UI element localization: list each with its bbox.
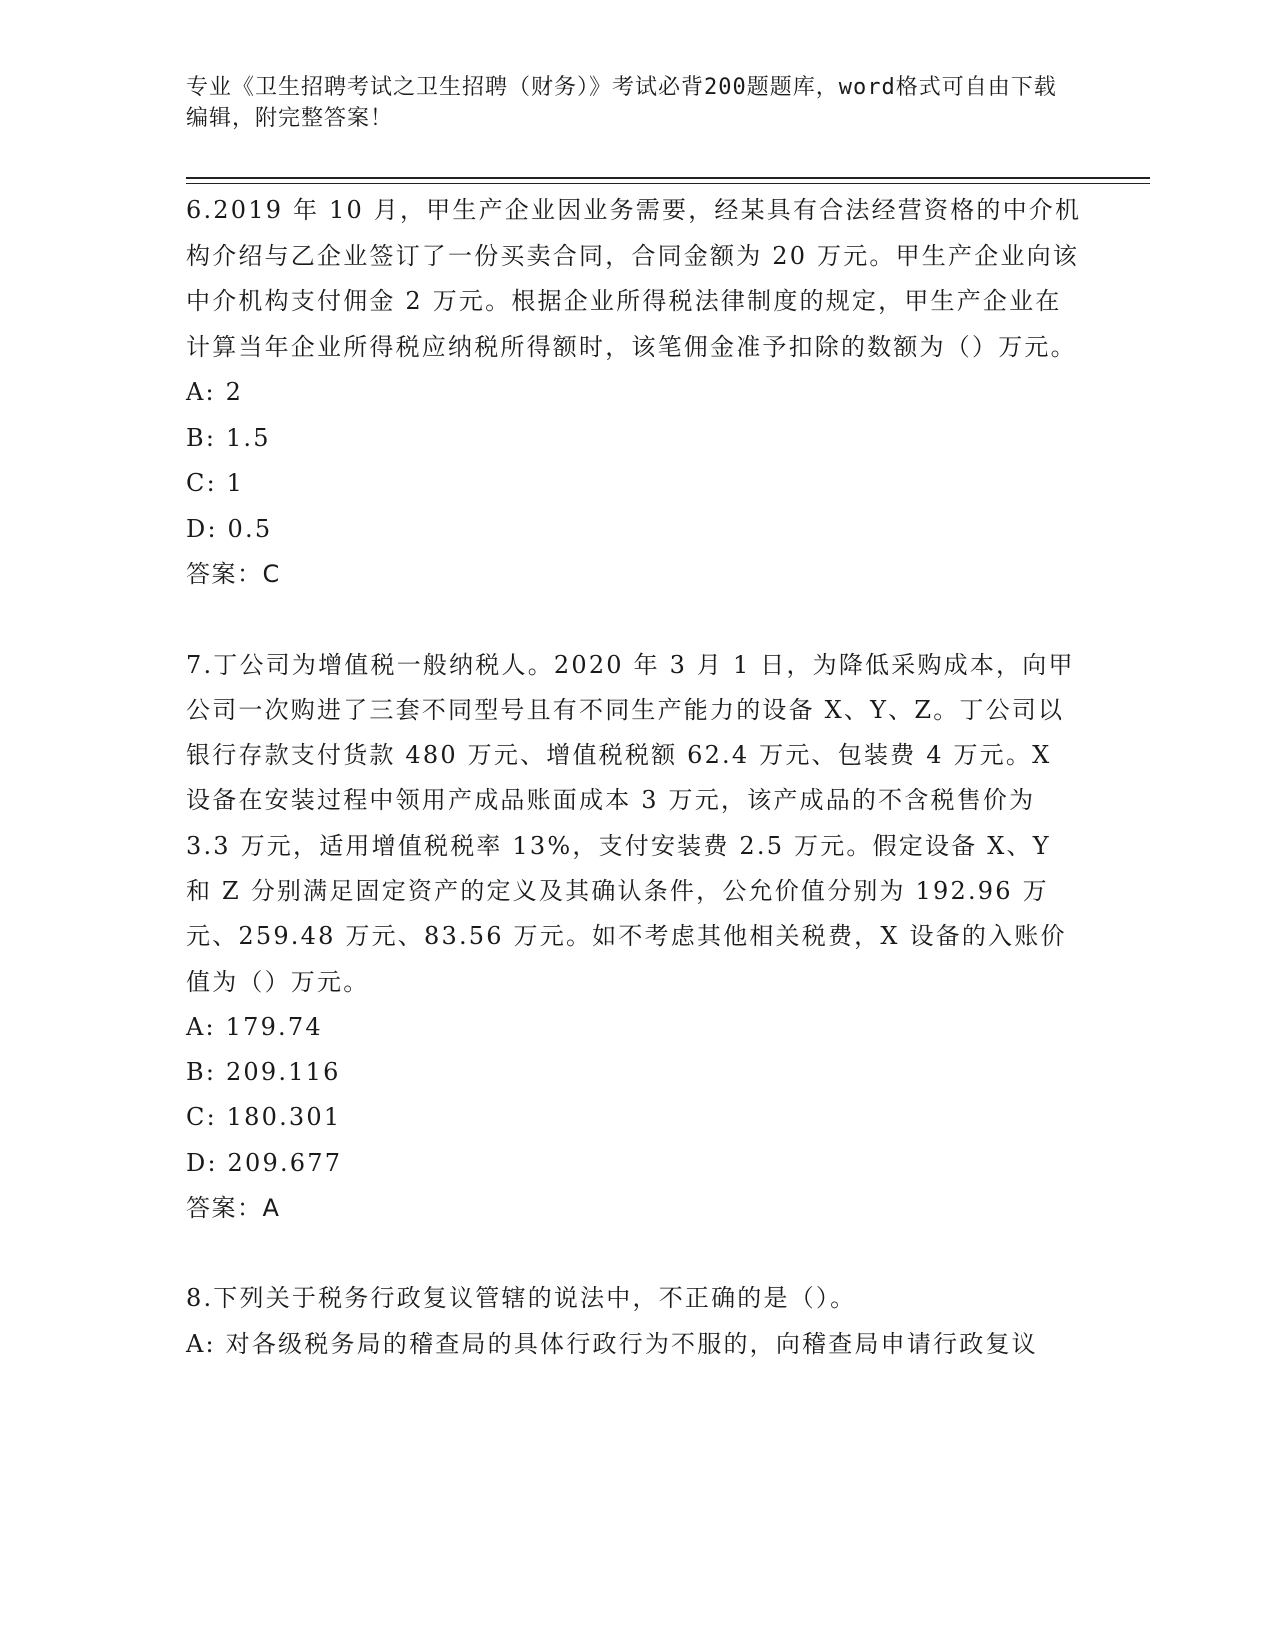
question-text: 6.2019 年 10 月，甲生产企业因业务需要，经某具有合法经营资格的中介机构介绍与乙企业签订了一份买卖合同，合同金额为 20 万元。甲生产企业向该中介机构支付佣金 2 万元。根据企业所得税法律制度的规定，甲生产企业在计算当年企业所得税应纳税所得额时，该笔佣金准予扣除的数额为（）万元。 <box>186 196 1082 361</box>
header-divider-thin <box>186 183 1150 184</box>
option-c: C: 180.301 <box>186 1103 342 1132</box>
option-c: C: 1 <box>186 469 245 497</box>
question-text: 7.丁公司为增值税一般纳税人。2020 年 3 月 1 日，为降低采购成本，向甲公司一次购进了三套不同型号且有不同生产能力的设备 X、Y、Z。丁公司以银行存款支付货款 480 万元、增值税税额 62.4 万元、包装费 4 万元。X 设备在安装过程中领用产成品账面成本 3 万元，该产成品的不含税售价为 3.3 万元，适用增值税税率 13%，支付安装费 2.5 万元。假定设备 X、Y 和 Z 分别满足固定资产的定义及其确认条件，公允价值分别为 192.96 万元、259.48 万元、83.56 万元。如不考虑其他相关税费，X 设备的入账价值为（）万元。 <box>186 650 1075 996</box>
question-spacer <box>186 598 1086 643</box>
option-d: D: 209.677 <box>186 1148 343 1177</box>
question-list <box>186 188 1086 1367</box>
question-text: 8.下列关于税务行政复议管辖的说法中，不正确的是（）。 <box>186 1284 857 1313</box>
question-8 <box>186 1276 1086 1367</box>
answer-label: 答案：C <box>186 560 281 588</box>
option-a: A: 对各级税务局的稽查局的具体行政行为不服的，向稽查局申请行政复议 <box>186 1329 1038 1358</box>
option-d: D: 0.5 <box>186 514 273 543</box>
header-divider-thick <box>186 177 1150 179</box>
option-b: B: 209.116 <box>186 1058 341 1087</box>
option-a: A: 179.74 <box>186 1012 323 1041</box>
question-7 <box>186 643 1086 1232</box>
question-spacer <box>186 1231 1086 1276</box>
question-6 <box>186 188 1086 598</box>
option-a: A: 2 <box>186 378 244 406</box>
answer-label: 答案：A <box>186 1194 281 1223</box>
option-b: B: 1.5 <box>186 423 271 452</box>
document-header: 专业《卫生招聘考试之卫生招聘（财务）》考试必背200题题库，word格式可自由下载编辑，附完整答案！ <box>186 75 1057 131</box>
